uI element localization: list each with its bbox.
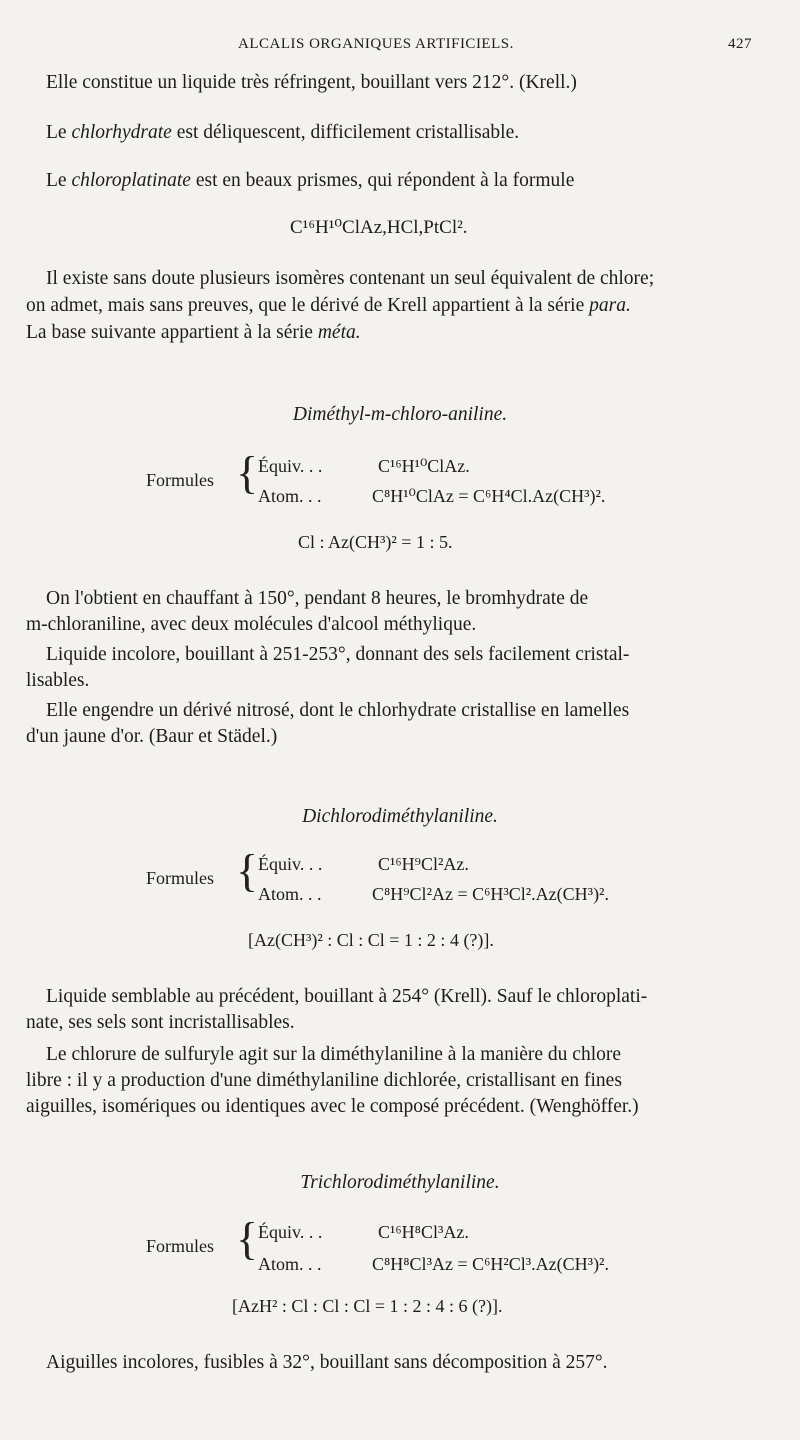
brace-symbol: { (236, 1213, 259, 1264)
formules-label: Formules (146, 1236, 215, 1256)
term-meta: méta. (317, 322, 361, 343)
header-title: ALCALIS ORGANIQUES ARTIFICIELS. (238, 36, 514, 52)
text-segment: on admet, mais sans preuves, que le dérivé de Krell appartient à la série (26, 295, 590, 316)
paragraph-chlorhydrate (46, 120, 519, 145)
equiv-label: Équiv. . . (258, 1222, 323, 1242)
ratio-formula: Cl : Az(CH³)² = 1 : 5. (298, 532, 453, 552)
atom-formula: C⁸H⁸Cl³Az = C⁶H²Cl³.Az(CH³)². (372, 1254, 609, 1274)
equiv-label: Équiv. . . (258, 456, 323, 476)
paragraph-isomers-line1: Il existe sans doute plusieurs isomères contenant un seul équivalent de chlore; (46, 268, 655, 289)
text-segment: La base suivante appartient à la série (26, 322, 318, 343)
section-title-dimethyl-chloro-aniline: Diméthyl-m-chloro-aniline. (292, 404, 508, 425)
paragraph-description-line2: nate, ses sels sont incristallisables. (26, 1012, 295, 1033)
formules-label: Formules (146, 470, 215, 490)
paragraph-needles: Aiguilles incolores, fusibles à 32°, bouillant sans décomposition à 257°. (46, 1352, 608, 1373)
formules-label: Formules (146, 868, 215, 888)
paragraph-nitroso-line2: d'un jaune d'or. (Baur et Städel.) (26, 726, 278, 747)
paragraph-properties-line1: Liquide incolore, bouillant à 251-253°, donnant des sels facilement cristal- (46, 644, 630, 665)
atom-formula: C⁸H⁹Cl²Az = C⁶H³Cl².Az(CH³)². (372, 884, 609, 904)
paragraph-isomers-line2 (26, 293, 631, 318)
equiv-formula: C¹⁶H¹⁰ClAz. (378, 456, 470, 476)
page-number: 427 (728, 36, 752, 52)
equiv-label: Équiv. . . (258, 854, 323, 874)
paragraph-boiling-point: Elle constitue un liquide très réfringent, bouillant vers 212°. (Krell.) (46, 72, 577, 93)
text-segment: Le (46, 122, 72, 143)
paragraph-isomers-line3 (26, 320, 361, 345)
ratio-formula: [AzH² : Cl : Cl : Cl = 1 : 2 : 4 : 6 (?)]. (232, 1296, 503, 1316)
atom-label: Atom. . . (258, 1254, 322, 1274)
section-title-dichlorodimethylaniline: Dichlorodiméthylaniline. (302, 806, 498, 827)
atom-label: Atom. . . (258, 486, 322, 506)
text-segment: est en beaux prismes, qui répondent à la formule (190, 170, 575, 191)
term-para: para. (589, 295, 631, 316)
paragraph-sulfuryl-line3: aiguilles, isomériques ou identiques avec le composé précédent. (Wenghöffer.) (26, 1096, 639, 1117)
term-chlorhydrate: chlorhydrate (71, 122, 172, 143)
paragraph-sulfuryl-line1: Le chlorure de sulfuryle agit sur la diméthylaniline à la manière du chlore (46, 1044, 622, 1065)
text-segment: Le (46, 170, 72, 191)
equiv-formula: C¹⁶H⁸Cl³Az. (378, 1222, 469, 1242)
section-title-trichlorodimethylaniline: Trichlorodiméthylaniline. (300, 1172, 500, 1193)
brace-symbol: { (236, 447, 259, 498)
text-segment: est déliquescent, difficilement cristallisable. (171, 122, 520, 143)
ratio-formula: [Az(CH³)² : Cl : Cl = 1 : 2 : 4 (?)]. (248, 930, 494, 950)
term-chloroplatinate: chloroplatinate (71, 170, 191, 191)
equiv-formula: C¹⁶H⁹Cl²Az. (378, 854, 469, 874)
paragraph-nitroso-line1: Elle engendre un dérivé nitrosé, dont le chlorhydrate cristallise en lamelles (46, 700, 630, 721)
paragraph-chloroplatinate (46, 168, 574, 193)
atom-formula: C⁸H¹⁰ClAz = C⁶H⁴Cl.Az(CH³)². (372, 486, 606, 506)
paragraph-description-line1: Liquide semblable au précédent, bouillant à 254° (Krell). Sauf le chloroplati- (46, 986, 648, 1007)
paragraph-preparation-line2: m-chloraniline, avec deux molécules d'alcool méthylique. (26, 614, 477, 635)
paragraph-properties-line2: lisables. (26, 670, 90, 691)
paragraph-preparation-line1: On l'obtient en chauffant à 150°, pendant 8 heures, le bromhydrate de (46, 588, 589, 609)
atom-label: Atom. . . (258, 884, 322, 904)
formula-chloroplatinate: C¹⁶H¹⁰ClAz,HCl,PtCl². (290, 217, 468, 238)
paragraph-sulfuryl-line2: libre : il y a production d'une diméthylaniline dichlorée, cristallisant en fines (26, 1070, 622, 1091)
brace-symbol: { (236, 845, 259, 896)
